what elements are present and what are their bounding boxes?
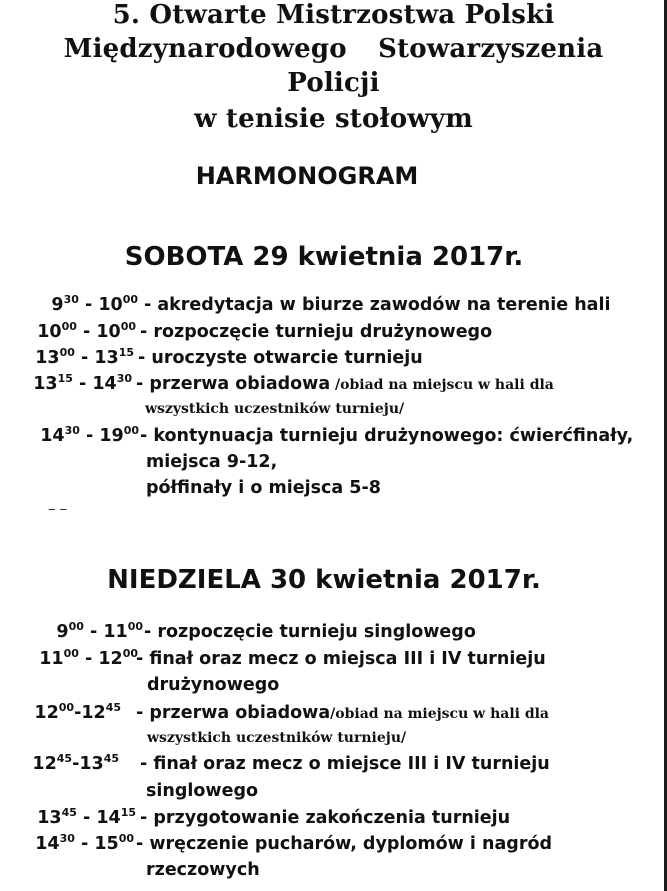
schedule-description: - przygotowanie zakończenia turnieju — [140, 808, 511, 828]
time-range: $13^{15} - 14^{30}$ — [33, 372, 132, 394]
time-range: $9^{00} - 11^{00}$ — [56, 620, 143, 642]
schedule-description: - finał oraz mecz o miejsca III i IV turnieju — [136, 649, 546, 669]
title-line-2: Międzynarodowego Stowarzyszenia — [63, 34, 604, 64]
schedule-description: - uroczyste otwarcie turnieju — [138, 348, 423, 368]
schedule-description: - wręczenie pucharów, dyplomów i nagród — [136, 834, 553, 854]
schedule-description-cont: singlowego — [146, 781, 259, 801]
time-range: $13^{00} - 13^{15}$ — [35, 346, 134, 368]
stray-mark: ‒ ‒ — [48, 502, 68, 516]
time-range: $12^{00}-12^{45}$ — [34, 701, 121, 723]
schedule-description: - rozpoczęcie turnieju singlowego — [144, 622, 476, 642]
schedule-description: - przerwa obiadowa /obiad na miejscu w hali dla — [136, 374, 554, 394]
schedule-description: - przerwa obiadowa/obiad na miejscu w hali dla — [136, 703, 550, 723]
sunday-heading: NIEDZIELA 30 kwietnia 2017r. — [107, 565, 541, 595]
time-range: $13^{45} - 14^{15}$ — [37, 806, 136, 828]
schedule-description-cont: półfinały i o miejsca 5-8 — [146, 478, 381, 498]
schedule-description: - finał oraz mecz o miejsce III i IV turnieju — [140, 754, 550, 774]
schedule-description: - akredytacja w biurze zawodów na terenie hali — [144, 295, 611, 315]
schedule-heading: HARMONOGRAM — [195, 162, 419, 190]
schedule-description-cont: rzeczowych — [146, 860, 260, 880]
time-range: $14^{30} - 19^{00}$ — [40, 424, 139, 446]
title-line-4: w tenisie stołowym — [194, 104, 473, 134]
time-range: $14^{30} - 15^{00}$ — [35, 832, 134, 854]
title-line-1: 5. Otwarte Mistrzostwa Polski — [112, 0, 555, 30]
saturday-heading: SOBOTA 29 kwietnia 2017r. — [124, 242, 524, 272]
time-range: $11^{00} - 12^{00}$ — [39, 647, 138, 669]
schedule-description-cont: drużynowego — [147, 675, 280, 695]
time-range: $10^{00} - 10^{00}$ — [37, 320, 136, 342]
schedule-description-cont: wszystkich uczestników turnieju/ — [147, 730, 407, 746]
time-range: $9^{30} - 10^{00}$ — [51, 293, 138, 315]
time-range: $12^{45}-13^{45}$ — [32, 752, 119, 774]
schedule-description-cont: miejsca 9-12, — [146, 452, 278, 472]
schedule-description: - kontynuacja turnieju drużynowego: ćwierćfinały, — [140, 426, 634, 446]
schedule-description-cont: wszystkich uczestników turnieju/ — [145, 401, 405, 417]
title-line-3: Policji — [287, 68, 380, 98]
schedule-description: - rozpoczęcie turnieju drużynowego — [140, 322, 493, 342]
